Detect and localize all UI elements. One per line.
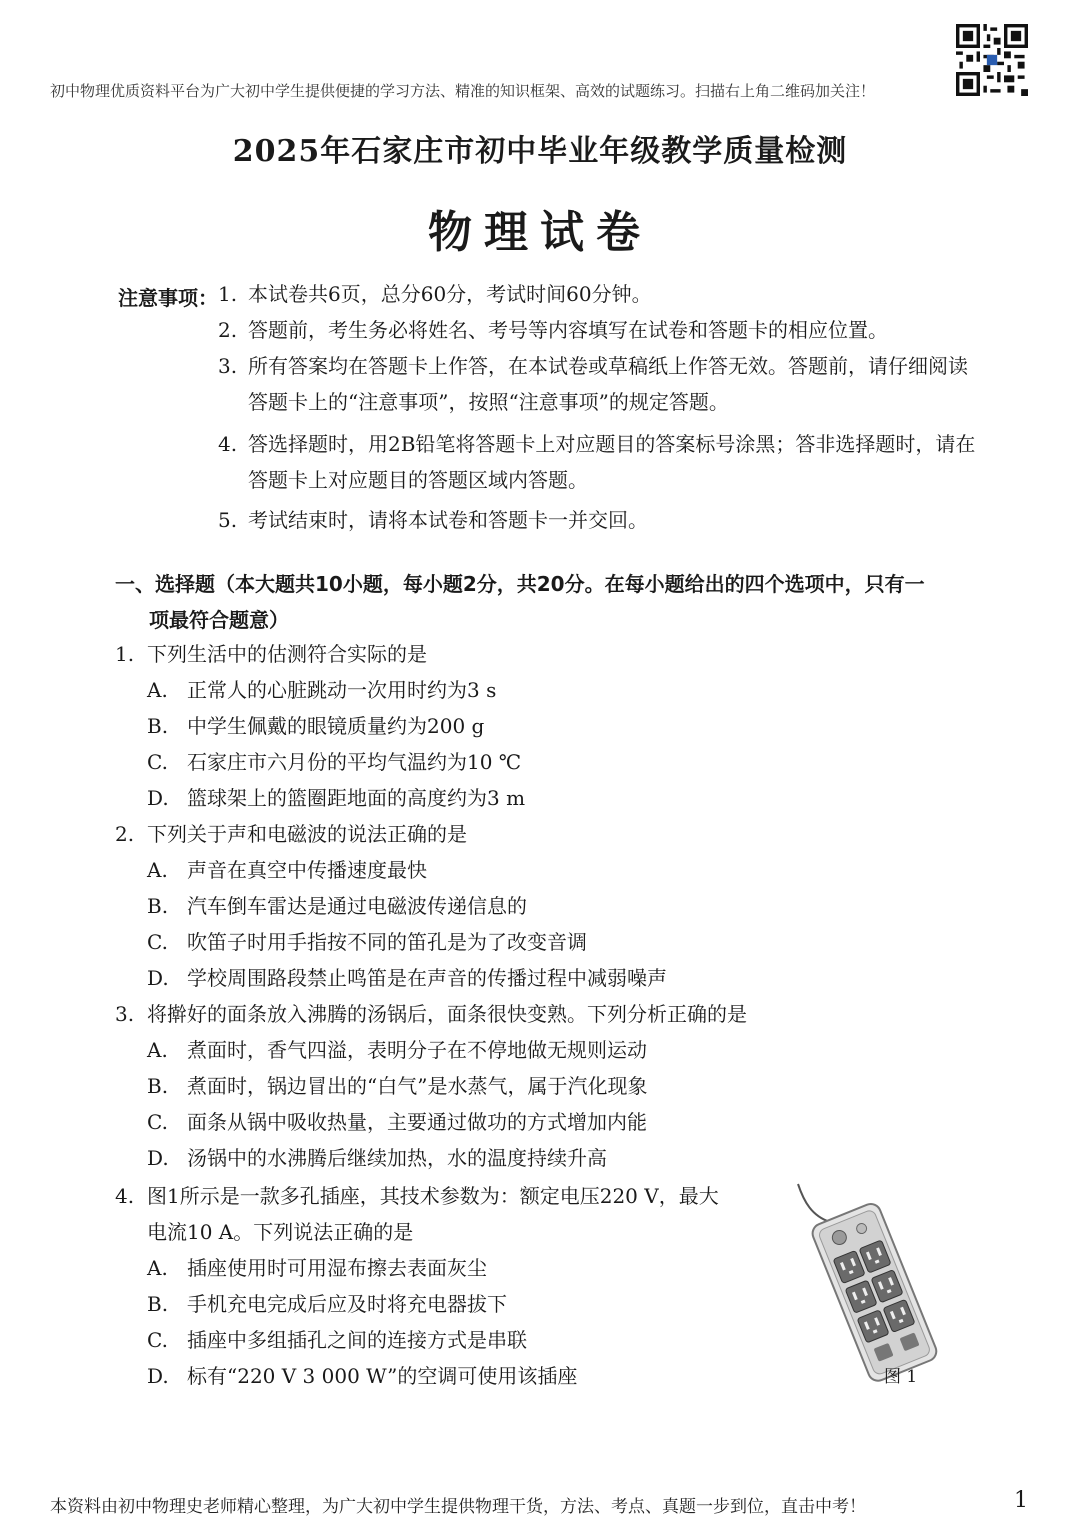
notice-number: 1. [218, 282, 238, 306]
option-letter: D. [147, 786, 169, 810]
option-text: 学校周围路段禁止鸣笛是在声音的传播过程中减弱噪声 [187, 966, 667, 990]
option-text: 吹笛子时用手指按不同的笛孔是为了改变音调 [187, 930, 587, 954]
notice-text: 答选择题时，用2B铅笔将答题卡上对应题目的答案标号涂黑；答非选择题时，请在答题卡上对应题目的答题区域内答题。 [248, 432, 976, 492]
question-4 [115, 1178, 775, 1394]
notice-number: 2. [218, 318, 238, 342]
option-c [147, 1104, 747, 1140]
question-text: 图1所示是一款多孔插座，其技术参数为：额定电压220 V，最大 [147, 1184, 719, 1208]
notice-number: 4. [218, 432, 238, 456]
option-letter: A. [147, 1038, 168, 1062]
option-b [147, 888, 667, 924]
question-stem [115, 996, 747, 1032]
option-text: 面条从锅中吸收热量，主要通过做功的方式增加内能 [187, 1110, 647, 1134]
option-letter: A. [147, 678, 168, 702]
notice-item [218, 502, 978, 538]
option-c [147, 1322, 775, 1358]
section-heading-line1: 一、选择题（本大题共10小题，每小题2分，共20分。在每小题给出的四个选项中，只有一 [115, 572, 925, 596]
option-text: 声音在真空中传播速度最快 [187, 858, 427, 882]
question-stem [115, 1178, 775, 1214]
option-d [147, 960, 667, 996]
top-banner: 初中物理优质资料平台为广大初中学生提供便捷的学习方法、精准的知识框架、高效的试题练习。扫描右上角二维码加关注！ [50, 82, 876, 100]
option-text: 石家庄市六月份的平均气温约为10 ℃ [187, 750, 522, 774]
bottom-banner: 本资料由初中物理史老师精心整理，为广大初中学生提供物理干货，方法、考点、真题一步到位，直击中考！ [50, 1497, 866, 1517]
question-number: 4. [115, 1184, 135, 1208]
notice-number: 5. [218, 508, 238, 532]
question-text: 将擀好的面条放入沸腾的汤锅后，面条很快变熟。下列分析正确的是 [147, 1002, 747, 1026]
exam-subtitle: 物理试卷 [428, 207, 652, 258]
notice-item [218, 312, 978, 348]
notice-item [218, 348, 978, 420]
section-heading-line2: 项最符合题意） [149, 608, 289, 632]
notice-item [218, 426, 978, 498]
option-d [147, 780, 525, 816]
question-1 [115, 636, 525, 816]
option-text: 篮球架上的篮圈距地面的高度约为3 m [187, 786, 526, 810]
question-3 [115, 996, 747, 1176]
option-a [147, 1032, 747, 1068]
notice-text: 答题前，考生务必将姓名、考号等内容填写在试卷和答题卡的相应位置。 [248, 318, 888, 342]
option-b [147, 708, 525, 744]
option-letter: A. [147, 858, 168, 882]
option-text: 插座中多组插孔之间的连接方式是串联 [187, 1328, 527, 1352]
question-text-continued: 电流10 A。下列说法正确的是 [147, 1220, 414, 1244]
notice-text: 考试结束时，请将本试卷和答题卡一并交回。 [248, 508, 648, 532]
option-letter: A. [147, 1256, 168, 1280]
option-letter: D. [147, 1146, 169, 1170]
figure-caption: 图 1 [884, 1367, 918, 1387]
option-letter: D. [147, 966, 169, 990]
question-number: 1. [115, 642, 135, 666]
option-text: 煮面时，香气四溢，表明分子在不停地做无规则运动 [187, 1038, 647, 1062]
option-b [147, 1068, 747, 1104]
option-text: 汽车倒车雷达是通过电磁波传递信息的 [187, 894, 527, 918]
qr-code-icon[interactable] [956, 24, 1028, 96]
question-text: 下列关于声和电磁波的说法正确的是 [147, 822, 467, 846]
option-letter: B. [147, 714, 169, 738]
option-letter: C. [147, 1110, 168, 1134]
option-text: 正常人的心脏跳动一次用时约为3 s [187, 678, 497, 702]
option-a [147, 672, 525, 708]
exam-title: 2025年石家庄市初中毕业年级教学质量检测 [232, 134, 848, 169]
option-text: 汤锅中的水沸腾后继续加热，水的温度持续升高 [187, 1146, 607, 1170]
option-b [147, 1286, 775, 1322]
option-d [147, 1358, 775, 1394]
question-stem [115, 816, 667, 852]
notice-item [218, 276, 978, 312]
option-letter: C. [147, 930, 168, 954]
option-text: 手机充电完成后应及时将充电器拔下 [187, 1292, 507, 1316]
option-text: 中学生佩戴的眼镜质量约为200 g [187, 714, 485, 738]
page-number: 1 [1014, 1488, 1028, 1513]
option-c [147, 924, 667, 960]
option-letter: C. [147, 750, 168, 774]
question-text: 下列生活中的估测符合实际的是 [147, 642, 427, 666]
notice-text: 本试卷共6页，总分60分，考试时间60分钟。 [248, 282, 652, 306]
option-a [147, 1250, 775, 1286]
notice-number: 3. [218, 354, 238, 378]
section-heading [115, 566, 975, 638]
option-c [147, 744, 525, 780]
option-letter: B. [147, 1074, 169, 1098]
question-number: 3. [115, 1002, 135, 1026]
question-number: 2. [115, 822, 135, 846]
question-2 [115, 816, 667, 996]
option-d [147, 1140, 747, 1176]
option-letter: C. [147, 1328, 168, 1352]
power-strip-illustration [790, 1182, 950, 1382]
option-text: 插座使用时可用湿布擦去表面灰尘 [187, 1256, 487, 1280]
question-stem [115, 636, 525, 672]
option-text: 煮面时，锅边冒出的“白气”是水蒸气，属于汽化现象 [187, 1074, 648, 1098]
option-letter: D. [147, 1364, 169, 1388]
notice-heading: 注意事项： [118, 286, 218, 310]
option-text: 标有“220 V 3 000 W”的空调可使用该插座 [187, 1364, 578, 1388]
option-letter: B. [147, 1292, 169, 1316]
option-letter: B. [147, 894, 169, 918]
option-a [147, 852, 667, 888]
notice-text: 所有答案均在答题卡上作答，在本试卷或草稿纸上作答无效。答题前，请仔细阅读答题卡上的“注意事项”，按照“注意事项”的规定答题。 [248, 354, 968, 414]
